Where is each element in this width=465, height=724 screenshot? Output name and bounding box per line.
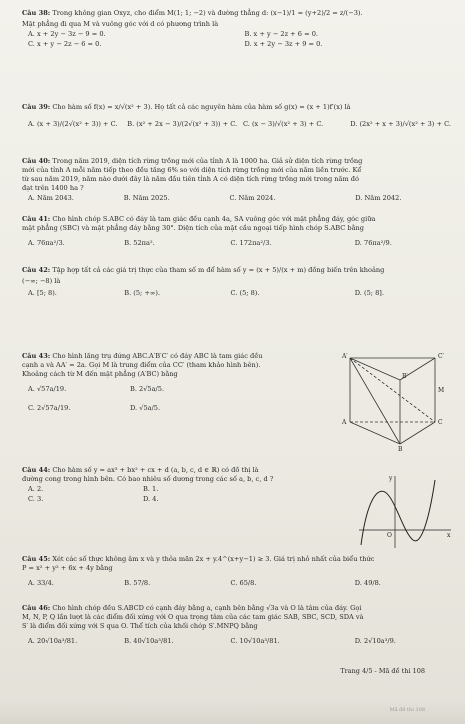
q40-text: Trong năm 2019, diện tích rừng trồng mới của tỉnh A là 1000 ha. Giả sử diện tích rừng trồng [50, 157, 363, 165]
label-b1: B′ [402, 373, 408, 380]
q44-title: Câu 44: [22, 466, 51, 474]
edge-a1-c [350, 358, 435, 422]
label-c1: C′ [438, 353, 444, 360]
label-b: B [398, 446, 403, 452]
q45-option-d: D. 49/8. [354, 578, 381, 587]
q43-title: Câu 43: [22, 352, 51, 360]
q40-title: Câu 40: [22, 157, 51, 165]
q40-option-c: C. Năm 2024. [229, 193, 276, 202]
q46-text: Cho hình chóp đều S.ABCD có cạnh đáy bằng a, cạnh bên bằng √3a và O là tâm của đáy. Gọi [50, 604, 362, 612]
q45-text: Xét các số thực không âm x và y thỏa mãn 2x + y.4^(x+y−1) ≥ 3. Giá trị nhỏ nhất của biểu thức [50, 555, 375, 563]
q44-line2: đường cong trong hình bên. Có bao nhiêu số dương trong các số a, b, c, d ? [22, 474, 274, 483]
q44-option-c: C. 3. [28, 494, 44, 503]
edge-b-c [400, 422, 435, 444]
q38-option-d: D. x + 2y − 3z + 9 = 0. [244, 39, 323, 48]
q40-line2: mới của tỉnh A mỗi năm tiếp theo đều tăng 6% so với diện tích rừng trồng mới của năm liền trước. Kể [22, 165, 362, 174]
q42-title: Câu 42: [22, 266, 51, 274]
cubic-curve [361, 480, 435, 545]
label-m: M [438, 387, 445, 394]
q43-line3: Khoảng cách từ M đến mặt phẳng (A′BC) bằng [22, 369, 178, 378]
q42-text: Tập hợp tất cả các giá trị thực của tham số m để hàm số y = (x + 5)/(x + m) đồng biến trên khoảng [50, 266, 385, 274]
q40-option-a: A. Năm 2043. [28, 193, 74, 202]
label-c: C [438, 419, 443, 426]
q39-title: Câu 39: [22, 103, 51, 111]
question-42 [22, 266, 451, 298]
label-a: A [342, 419, 347, 426]
q43-option-c: C. 2√57a/19. [28, 403, 71, 412]
q43-option-d: D. √5a/5. [130, 403, 161, 412]
q39-option-a: A. (x + 3)/(2√(x² + 3)) + C. [28, 119, 118, 128]
q46-option-b: B. 40√10a³/81. [124, 636, 174, 645]
q40-line3: từ sau năm 2019, năm nào dưới đây là năm đầu tiên tỉnh A có diện tích rừng trồng mới trong năm đó [22, 174, 359, 183]
q41-line2: mặt phẳng (SBC) và mặt phẳng đáy bằng 30°. Diện tích của mặt cầu ngoại tiếp hình chóp S.ABC bằng [22, 223, 365, 232]
q40-line4: đạt trên 1400 ha ? [22, 183, 84, 192]
q42-option-a: A. [5; 8). [28, 288, 57, 297]
q40-option-d: D. Năm 2042. [355, 193, 402, 202]
q44-option-b: B. 1. [143, 484, 159, 493]
question-38 [22, 9, 451, 49]
q38-option-c: C. x + y − 2z − 6 = 0. [28, 39, 102, 48]
q46-line3: S′ là điểm đối xứng với S qua O. Thể tích của khối chóp S′.MNPQ bằng [22, 621, 258, 630]
label-a1: A′ [342, 353, 348, 360]
cubic-graph-figure [355, 470, 455, 550]
q46-option-d: D. 2√10a³/9. [354, 636, 396, 645]
q39-text: Cho hàm số f(x) = x/√(x² + 3). Họ tất cả các nguyên hàm của hàm số g(x) = (x + 1)f′(x) là [50, 103, 351, 111]
q41-option-c: C. 172πa²/3. [230, 238, 272, 247]
q38-option-a: A. x + 2y − 3z − 9 = 0. [28, 29, 106, 38]
q45-line2: P = x² + y² + 6x + 4y bằng [22, 563, 113, 572]
edge-a1-b [350, 358, 400, 444]
question-46 [22, 604, 451, 646]
q46-line2: M, N, P, Q lần lượt là các điểm đối xứng với O qua trọng tâm của các tam giác SAB, SBC, SCD, SDA và [22, 612, 364, 621]
page-footer-faded: Mã đề thi 108 [389, 707, 425, 713]
q44-option-a: A. 2. [28, 484, 44, 493]
q44-text: Cho hàm số y = ax³ + bx² + cx + d (a, b, c, d ∈ ℝ) có đồ thị là [50, 466, 259, 474]
edge-a-b [350, 422, 400, 444]
q46-option-c: C. 10√10a³/81. [230, 636, 280, 645]
question-39 [22, 103, 451, 129]
q45-title: Câu 45: [22, 555, 51, 563]
question-44 [22, 466, 355, 504]
prism-figure [340, 352, 450, 452]
q43-text: Cho hình lăng trụ đứng ABC.A′B′C′ có đáy ABC là tam giác đều [50, 352, 263, 360]
q40-option-b: B. Năm 2025. [123, 193, 170, 202]
label-y: y [389, 475, 393, 482]
q38-line2: Mặt phẳng đi qua M và vuông góc với d có phương trình là [22, 19, 219, 28]
q43-option-b: B. 2√5a/5. [130, 384, 165, 393]
question-45 [22, 555, 451, 588]
q46-title: Câu 46: [22, 604, 51, 612]
q45-option-c: C. 65/8. [230, 578, 257, 587]
label-origin: O [387, 532, 392, 539]
q44-option-d: D. 4. [143, 494, 159, 503]
q42-option-c: C. (5; 8). [230, 288, 260, 297]
question-40 [22, 157, 451, 202]
question-41 [22, 215, 451, 248]
page-footer: Trang 4/5 - Mã đề thi 108 [340, 667, 425, 675]
q45-option-a: A. 33/4. [28, 578, 54, 587]
q42-line2: (−∞; −8) là [22, 276, 61, 285]
q38-option-b: B. x + y − 2z + 6 = 0. [244, 29, 319, 38]
q43-option-a: A. √57a/19. [28, 384, 67, 393]
q38-title: Câu 38: [22, 9, 51, 17]
label-x: x [447, 532, 451, 539]
q43-line2: cạnh a và AA′ = 2a. Gọi M là trung điểm của CC′ (tham khảo hình bên). [22, 360, 261, 369]
q39-option-c: C. (x − 3)/√(x² + 3) + C. [242, 119, 324, 128]
q42-option-b: B. (5; +∞). [124, 288, 161, 297]
q46-option-a: A. 20√10a³/81. [28, 636, 78, 645]
q38-text: Trong không gian Oxyz, cho điểm M(1; 1; −2) và đường thẳng d: (x−1)/1 = (y+2)/2 = z/(−3). [50, 9, 363, 17]
q41-text: Cho hình chóp S.ABC có đáy là tam giác đều cạnh 4a, SA vuông góc với mặt phẳng đáy, góc giữa [50, 215, 376, 223]
q45-option-b: B. 57/8. [124, 578, 151, 587]
q39-option-b: B. (x² + 2x − 3)/(2√(x² + 3)) + C. [127, 119, 238, 128]
q41-option-a: A. 76πa²/3. [28, 238, 65, 247]
q39-option-d: D. (2x² + x + 3)/√(x² + 3) + C. [350, 119, 451, 128]
q41-title: Câu 41: [22, 215, 51, 223]
question-43 [22, 352, 335, 412]
q41-option-b: B. 52πa². [124, 238, 155, 247]
q41-option-d: D. 76πa²/9. [354, 238, 392, 247]
q42-option-d: D. (5; 8]. [354, 288, 384, 297]
